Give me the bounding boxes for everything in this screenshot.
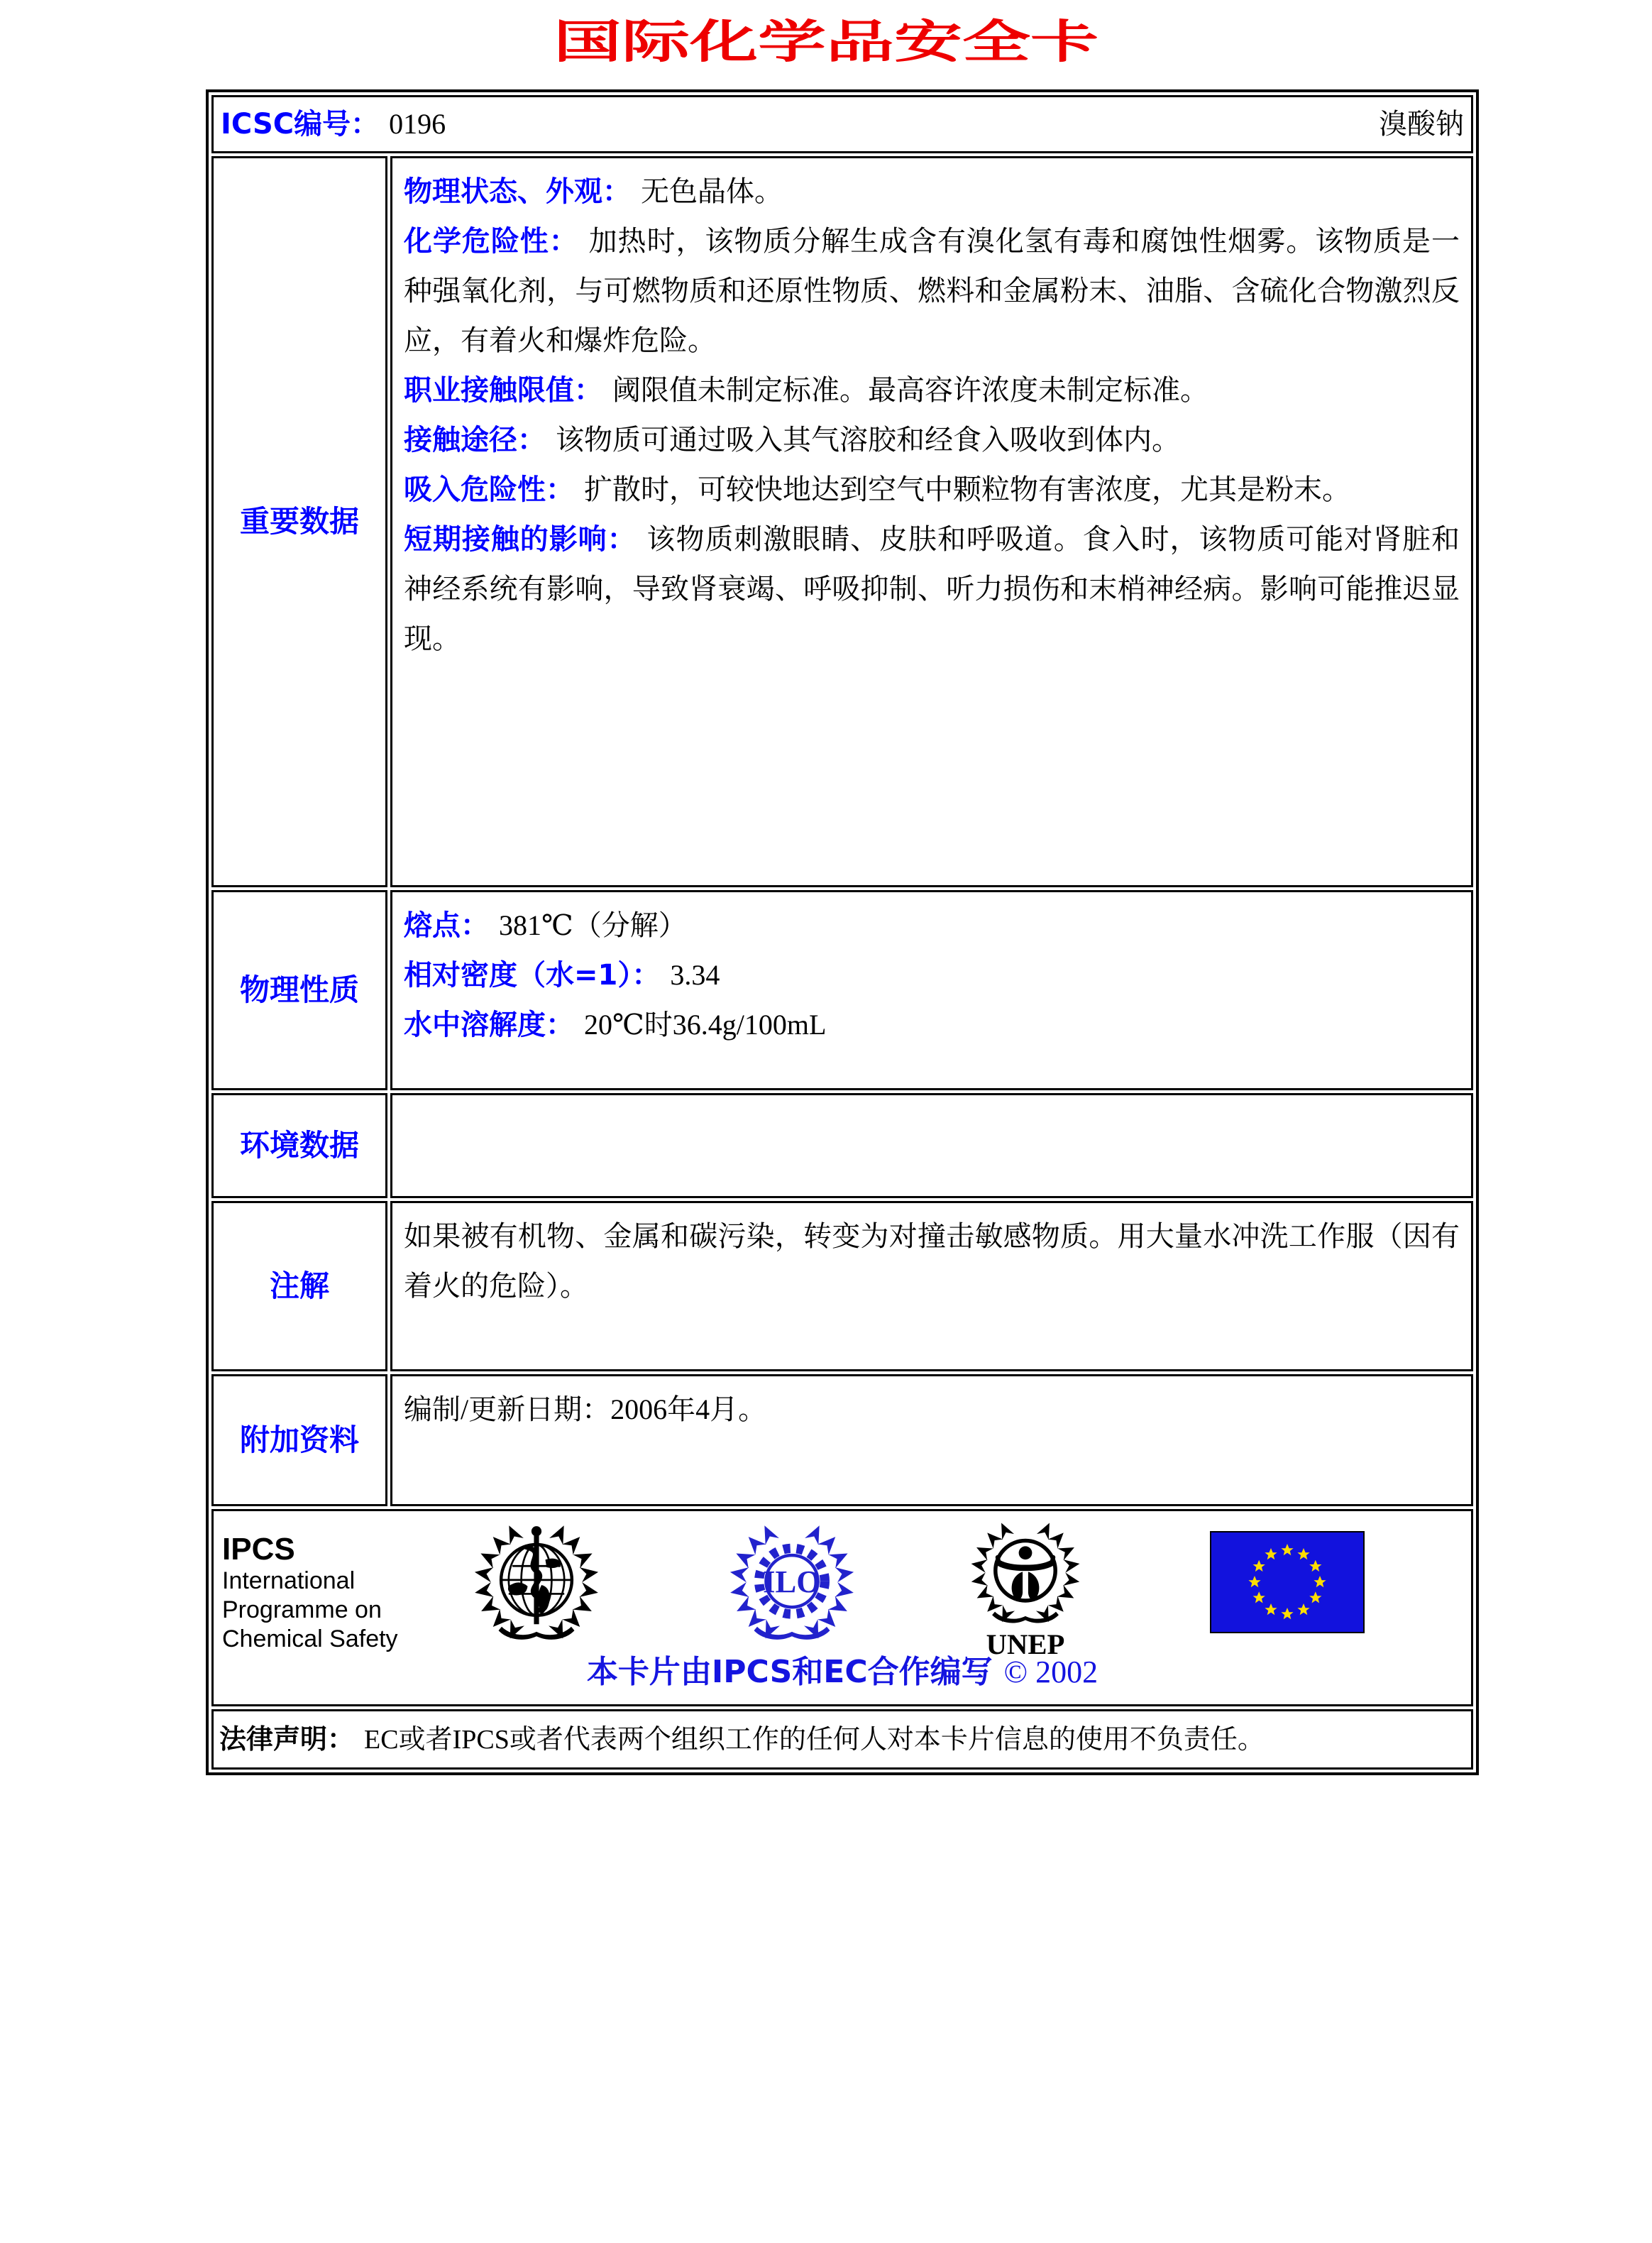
- notes-content: [390, 1201, 1473, 1371]
- important-item: [404, 465, 1460, 515]
- section-label-physical-properties: 物理性质: [211, 890, 387, 1090]
- item-label: 相对密度（水=1）：: [404, 959, 661, 992]
- physical-item: [404, 950, 1460, 1000]
- credit-line: [214, 1655, 1471, 1690]
- ilo-letters: ILO: [763, 1563, 821, 1599]
- ipcs-wordmark-block: [222, 1532, 398, 1654]
- item-label: 物理状态、外观：: [404, 175, 631, 208]
- item-label: 接触途径：: [404, 424, 546, 456]
- important-item: [404, 415, 1460, 465]
- legal-notice-text: EC或者IPCS或者代表两个组织工作的任何人对本卡片信息的使用不负责任。: [364, 1725, 1265, 1755]
- item-text: 加热时，该物质分解生成含有溴化氢有毒和腐蚀性烟雾。该物质是一种强氧化剂，与可燃物质和还原性物质、燃料和金属粉末、油脂、含硫化合物激烈反应，有着火和爆炸危险。: [404, 225, 1460, 356]
- item-text: 该物质刺激眼睛、皮肤和呼吸道。食入时，该物质可能对肾脏和神经系统有影响，导致肾衰竭、呼吸抑制、听力损伤和末梢神经病。影响可能推迟显现。: [404, 523, 1460, 654]
- section-label-environment-data: 环境数据: [211, 1093, 387, 1198]
- page-title: 国际化学品安全卡: [554, 16, 1098, 69]
- notes-row: [211, 1201, 1473, 1371]
- who-emblem-icon: [466, 1515, 607, 1655]
- ipcs-title: IPCS: [222, 1532, 295, 1567]
- unep-emblem-icon: [964, 1514, 1086, 1662]
- important-item: [404, 515, 1460, 664]
- section-label-additional-info: 附加资料: [211, 1374, 387, 1506]
- icsc-number-group: [221, 102, 446, 147]
- header-row: [211, 95, 1473, 153]
- section-label-important-data: 重要数据: [211, 156, 387, 887]
- item-label: 水中溶解度：: [404, 1009, 574, 1041]
- item-label: 化学危险性：: [404, 225, 578, 258]
- icsc-card-table: [206, 89, 1479, 1775]
- item-text: 3.34: [670, 959, 720, 991]
- additional-info-row: [211, 1374, 1473, 1506]
- additional-info-content: [390, 1374, 1473, 1506]
- copyright-year: © 2002: [1003, 1655, 1098, 1689]
- ilo-emblem-icon: [722, 1515, 862, 1655]
- legal-notice-label: 法律声明：: [219, 1723, 355, 1755]
- item-label: 短期接触的影响：: [404, 523, 637, 556]
- icsc-number-label: ICSC编号：: [221, 108, 380, 141]
- section-label-notes: 注解: [211, 1201, 387, 1371]
- legal-notice-cell: [211, 1709, 1473, 1770]
- important-item: [404, 167, 1460, 216]
- item-label: 吸入危险性：: [404, 473, 574, 506]
- card-header-cell: [211, 95, 1473, 153]
- item-text: 381℃（分解）: [499, 909, 687, 941]
- ipcs-subtitle-line: International: [222, 1567, 356, 1594]
- item-text: 阈限值未制定标准。最高容许浓度未制定标准。: [612, 374, 1208, 406]
- logos-row: [211, 1509, 1473, 1706]
- eu-flag-icon: [1210, 1531, 1365, 1633]
- item-text: 该物质可通过吸入其气溶胶和经食入吸收到体内。: [556, 424, 1180, 456]
- physical-item: [404, 901, 1460, 950]
- item-text: 扩散时，可较快地达到空气中颗粒物有害浓度，尤其是粉末。: [584, 473, 1350, 505]
- physical-properties-content: [390, 890, 1473, 1090]
- important-item: [404, 366, 1460, 415]
- physical-properties-row: [211, 890, 1473, 1090]
- item-text: 20℃时36.4g/100mL: [584, 1009, 827, 1041]
- credit-text: 本卡片由IPCS和EC合作编写: [586, 1654, 993, 1690]
- unep-letters: UNEP: [986, 1628, 1065, 1661]
- physical-item: [404, 1000, 1460, 1050]
- notes-text: 如果被有机物、金属和碳污染，转变为对撞击敏感物质。用大量水冲洗工作服（因有着火的危险）。: [404, 1220, 1460, 1302]
- icsc-number-value: 0196: [389, 108, 446, 140]
- important-data-content: [390, 156, 1473, 887]
- environment-data-row: [211, 1093, 1473, 1198]
- important-item: [404, 216, 1460, 366]
- item-label: 熔点：: [404, 909, 489, 942]
- legal-notice-row: [211, 1709, 1473, 1770]
- important-data-row: [211, 156, 1473, 887]
- item-text: 无色晶体。: [641, 175, 783, 207]
- item-label: 职业接触限值：: [404, 374, 602, 407]
- ipcs-subtitle-line: Chemical Safety: [222, 1625, 398, 1652]
- additional-info-text: 编制/更新日期：2006年4月。: [404, 1393, 767, 1425]
- logos-cell: [211, 1509, 1473, 1706]
- environment-data-content: [390, 1093, 1473, 1198]
- ipcs-subtitle-line: Programme on: [222, 1596, 382, 1623]
- title-bar: [0, 0, 1652, 68]
- chemical-name: 溴酸钠: [1379, 108, 1464, 140]
